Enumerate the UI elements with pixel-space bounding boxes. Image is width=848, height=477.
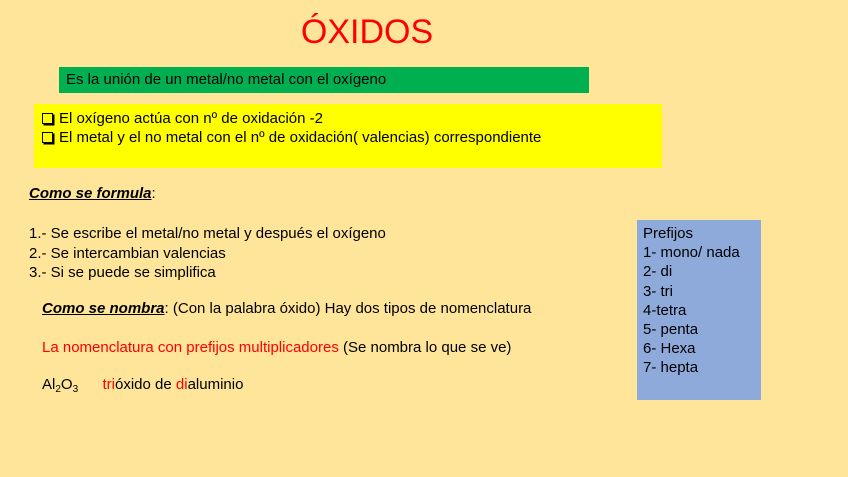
- naming-heading: Como se nombra: [42, 300, 165, 317]
- formula-step: 3.- Si se puede se simplifica: [29, 264, 216, 281]
- formula-heading-colon: :: [151, 185, 156, 202]
- checkbox-bullet-icon: [42, 113, 53, 124]
- bullet-item: [42, 128, 662, 147]
- bullet-box: [34, 104, 662, 168]
- prefix-item: 1- mono/ nada: [643, 244, 740, 262]
- prefix-nomenclature-line: [42, 338, 511, 357]
- formula-heading-line: [29, 184, 156, 203]
- bullet-text: El metal y el no metal con el nº de oxidación( valencias) correspondiente: [59, 129, 542, 146]
- prefix-item: 3- tri: [643, 282, 673, 300]
- naming-heading-line: [42, 299, 531, 318]
- bullet-item: [42, 109, 662, 128]
- checkbox-bullet-icon: [42, 132, 53, 143]
- prefix-nomenclature-label: La nomenclatura con prefijos multiplicadores: [42, 339, 339, 356]
- example-formula: $Al_2O_3$: [42, 376, 79, 395]
- bullet-text: El oxígeno actúa con nº de oxidación -2: [59, 110, 323, 127]
- prefixes-title: Prefijos: [643, 225, 694, 242]
- prefixes-box: [637, 220, 761, 400]
- definition-box: Es la unión de un metal/no metal con el oxígeno: [59, 67, 589, 93]
- formula-heading: Como se formula: [29, 185, 152, 202]
- prefix-nomenclature-note: (Se nombra lo que se ve): [338, 339, 512, 356]
- prefix-item: 6- Hexa: [643, 340, 696, 358]
- example-name: trióxido de dialuminio: [102, 376, 244, 393]
- formula-steps: [29, 224, 386, 283]
- naming-description: : (Con la palabra óxido) Hay dos tipos de nomenclatura: [164, 300, 532, 317]
- example-line: [42, 375, 243, 394]
- prefix-item: 2- di: [643, 263, 673, 281]
- prefix-item: 7- hepta: [643, 359, 699, 377]
- page-title: ÓXIDOS: [300, 13, 434, 51]
- formula-step: 2.- Se intercambian valencias: [29, 244, 226, 262]
- formula-step: 1.- Se escribe el metal/no metal y después el oxígeno: [29, 225, 386, 242]
- prefix-item: 5- penta: [643, 321, 699, 339]
- prefix-item: 4-tetra: [643, 301, 687, 319]
